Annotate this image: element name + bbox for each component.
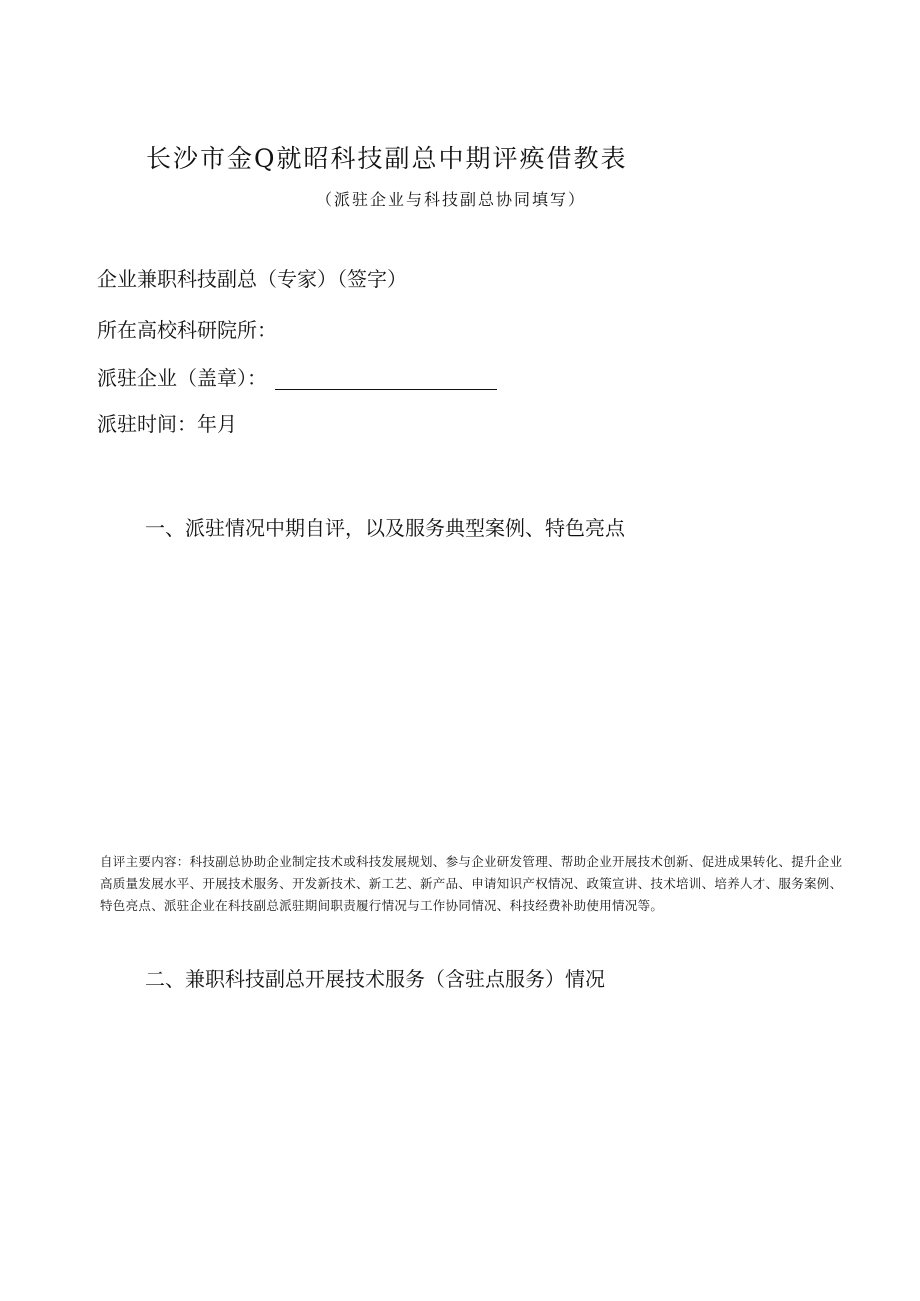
- period-field: [97, 412, 237, 436]
- company-label: 派驻企业（盖章）：: [97, 366, 267, 390]
- company-blank-line: [275, 367, 497, 390]
- section-one-note: 自评主要内容：科技副总协助企业制定技术或科技发展规划、参与企业研发管理、帮助企业开展技术创新、促进成果转化、提升企业高质量发展水平、开展技术服务、开发新技术、新工艺、新产品、申请知识产权情况、政策宣讲、技术培训、培养人才、服务案例、特色亮点、派驻企业在科技副总派驻期间职责履行情况与工作协同情况、科技经费补助使用情况等。: [100, 854, 843, 913]
- document-subtitle: （派驻企业与科技副总协同填写）: [316, 190, 587, 209]
- institution-label: 所在高校科研院所：: [97, 318, 277, 342]
- institution-field: [97, 318, 277, 342]
- section-two-heading: 二、兼职科技副总开展技术服务（含驻点服务）情况: [145, 967, 605, 991]
- signature-field: [97, 267, 407, 291]
- section-one-heading: 一、派驻情况中期自评，以及服务典型案例、特色亮点: [145, 516, 625, 540]
- period-label: 派驻时间：年月: [97, 412, 237, 436]
- company-field: [97, 366, 497, 390]
- document-title: 长沙市金Q就昭科技副总中期评痪借教表: [146, 144, 628, 173]
- signature-label: 企业兼职科技副总（专家）（签字）: [97, 267, 407, 291]
